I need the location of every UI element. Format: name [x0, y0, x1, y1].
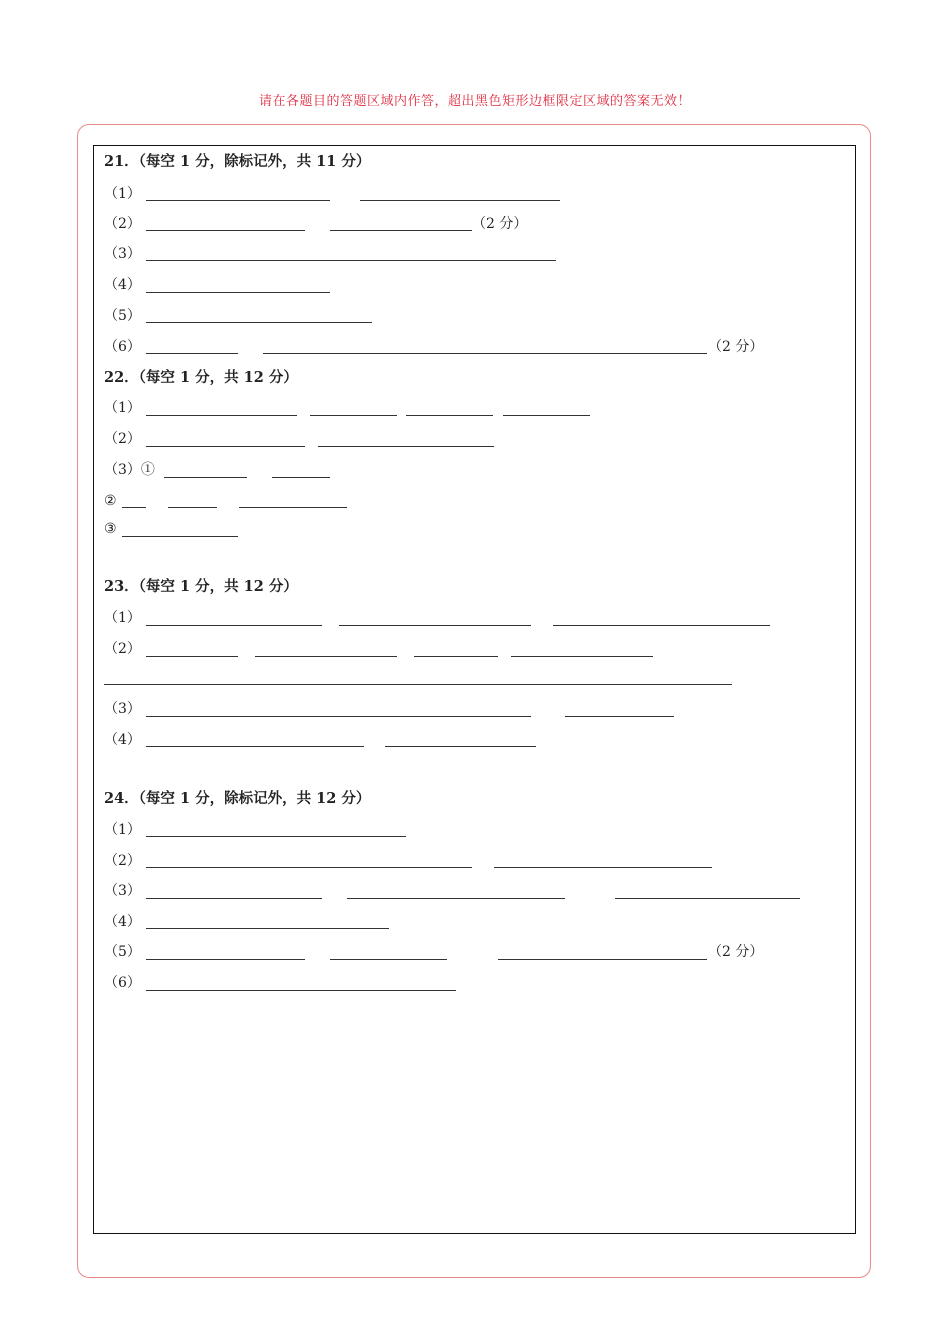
- q24-5-blank-b[interactable]: [330, 959, 447, 960]
- q23-2-blank-a[interactable]: [146, 656, 238, 657]
- q22-item-3-label: （3）①: [104, 462, 155, 478]
- q22-3-1-blank-a[interactable]: [164, 477, 247, 478]
- q24-item-6-label: （6）: [104, 975, 141, 991]
- q22-1-blank-d[interactable]: [503, 415, 590, 416]
- q24-3-blank-c[interactable]: [615, 898, 800, 899]
- q22-item-2-label: （2）: [104, 431, 141, 447]
- q23-2-blank-c[interactable]: [414, 656, 498, 657]
- q23-2-blank-b[interactable]: [255, 656, 397, 657]
- q24-6-blank[interactable]: [146, 990, 456, 991]
- q23-item-4-label: （4）: [104, 732, 141, 748]
- q22-3-2-blank-c[interactable]: [239, 507, 347, 508]
- q23-3-blank-a[interactable]: [146, 716, 531, 717]
- q22-1-blank-c[interactable]: [406, 415, 493, 416]
- q22-item-1-label: （1）: [104, 400, 141, 416]
- q22-2-blank-a[interactable]: [146, 446, 305, 447]
- q24-5-points: （2 分）: [708, 944, 764, 960]
- q23-4-blank-b[interactable]: [385, 746, 536, 747]
- q24-3-blank-b[interactable]: [347, 898, 565, 899]
- q22-1-blank-b[interactable]: [310, 415, 397, 416]
- q21-2-blank-a[interactable]: [146, 230, 305, 231]
- q22-3-2-blank-a[interactable]: [122, 507, 146, 508]
- q21-4-blank[interactable]: [146, 292, 330, 293]
- q24-2-blank-b[interactable]: [494, 867, 712, 868]
- question-24-heading: 24．（每空 1 分，除标记外，共 12 分）: [104, 790, 371, 807]
- q24-2-blank-a[interactable]: [146, 867, 472, 868]
- q24-3-blank-a[interactable]: [146, 898, 322, 899]
- q23-2-blank-d[interactable]: [511, 656, 653, 657]
- q21-item-2-label: （2）: [104, 216, 141, 232]
- q24-item-2-label: （2）: [104, 853, 141, 869]
- q23-4-blank-a[interactable]: [146, 746, 364, 747]
- q21-item-6-label: （6）: [104, 339, 141, 355]
- q21-1-blank-b[interactable]: [360, 200, 560, 201]
- q21-6-points: （2 分）: [708, 339, 764, 355]
- q21-2-blank-b[interactable]: [330, 230, 472, 231]
- q21-5-blank[interactable]: [146, 322, 372, 323]
- q23-2-blank-e[interactable]: [104, 684, 732, 685]
- q21-6-blank-b[interactable]: [263, 353, 707, 354]
- q22-3-2-blank-b[interactable]: [168, 507, 217, 508]
- q22-2-blank-b[interactable]: [318, 446, 494, 447]
- q23-1-blank-a[interactable]: [146, 625, 322, 626]
- q21-item-1-label: （1）: [104, 186, 141, 202]
- q23-1-blank-c[interactable]: [553, 625, 770, 626]
- q21-3-blank[interactable]: [146, 260, 556, 261]
- q24-item-1-label: （1）: [104, 822, 141, 838]
- q22-item-3-2-label: ②: [104, 493, 117, 509]
- q21-2-points: （2 分）: [472, 216, 528, 232]
- q24-5-blank-c[interactable]: [498, 959, 707, 960]
- q24-1-blank[interactable]: [146, 836, 406, 837]
- q24-item-4-label: （4）: [104, 914, 141, 930]
- question-23-heading: 23．（每空 1 分，共 12 分）: [104, 578, 298, 595]
- answer-area-border: [93, 145, 856, 1234]
- q21-1-blank-a[interactable]: [146, 200, 330, 201]
- q22-1-blank-a[interactable]: [146, 415, 297, 416]
- q23-1-blank-b[interactable]: [339, 625, 531, 626]
- question-21-heading: 21．（每空 1 分，除标记外，共 11 分）: [104, 153, 371, 170]
- q24-5-blank-a[interactable]: [146, 959, 305, 960]
- q23-item-1-label: （1）: [104, 610, 141, 626]
- q21-item-5-label: （5）: [104, 308, 141, 324]
- question-22-heading: 22．（每空 1 分，共 12 分）: [104, 369, 298, 386]
- q24-item-5-label: （5）: [104, 944, 141, 960]
- q21-6-blank-a[interactable]: [146, 353, 238, 354]
- q21-item-3-label: （3）: [104, 246, 141, 262]
- q21-item-4-label: （4）: [104, 277, 141, 293]
- q22-item-3-3-label: ③: [104, 521, 117, 537]
- q24-item-3-label: （3）: [104, 883, 141, 899]
- q22-3-3-blank[interactable]: [122, 536, 238, 537]
- q23-item-2-label: （2）: [104, 641, 141, 657]
- answer-area-notice: 请在各题目的答题区域内作答，超出黑色矩形边框限定区域的答案无效！: [258, 94, 691, 109]
- q23-item-3-label: （3）: [104, 701, 141, 717]
- q24-4-blank[interactable]: [146, 928, 389, 929]
- q22-3-1-blank-b[interactable]: [272, 477, 330, 478]
- q23-3-blank-b[interactable]: [565, 716, 674, 717]
